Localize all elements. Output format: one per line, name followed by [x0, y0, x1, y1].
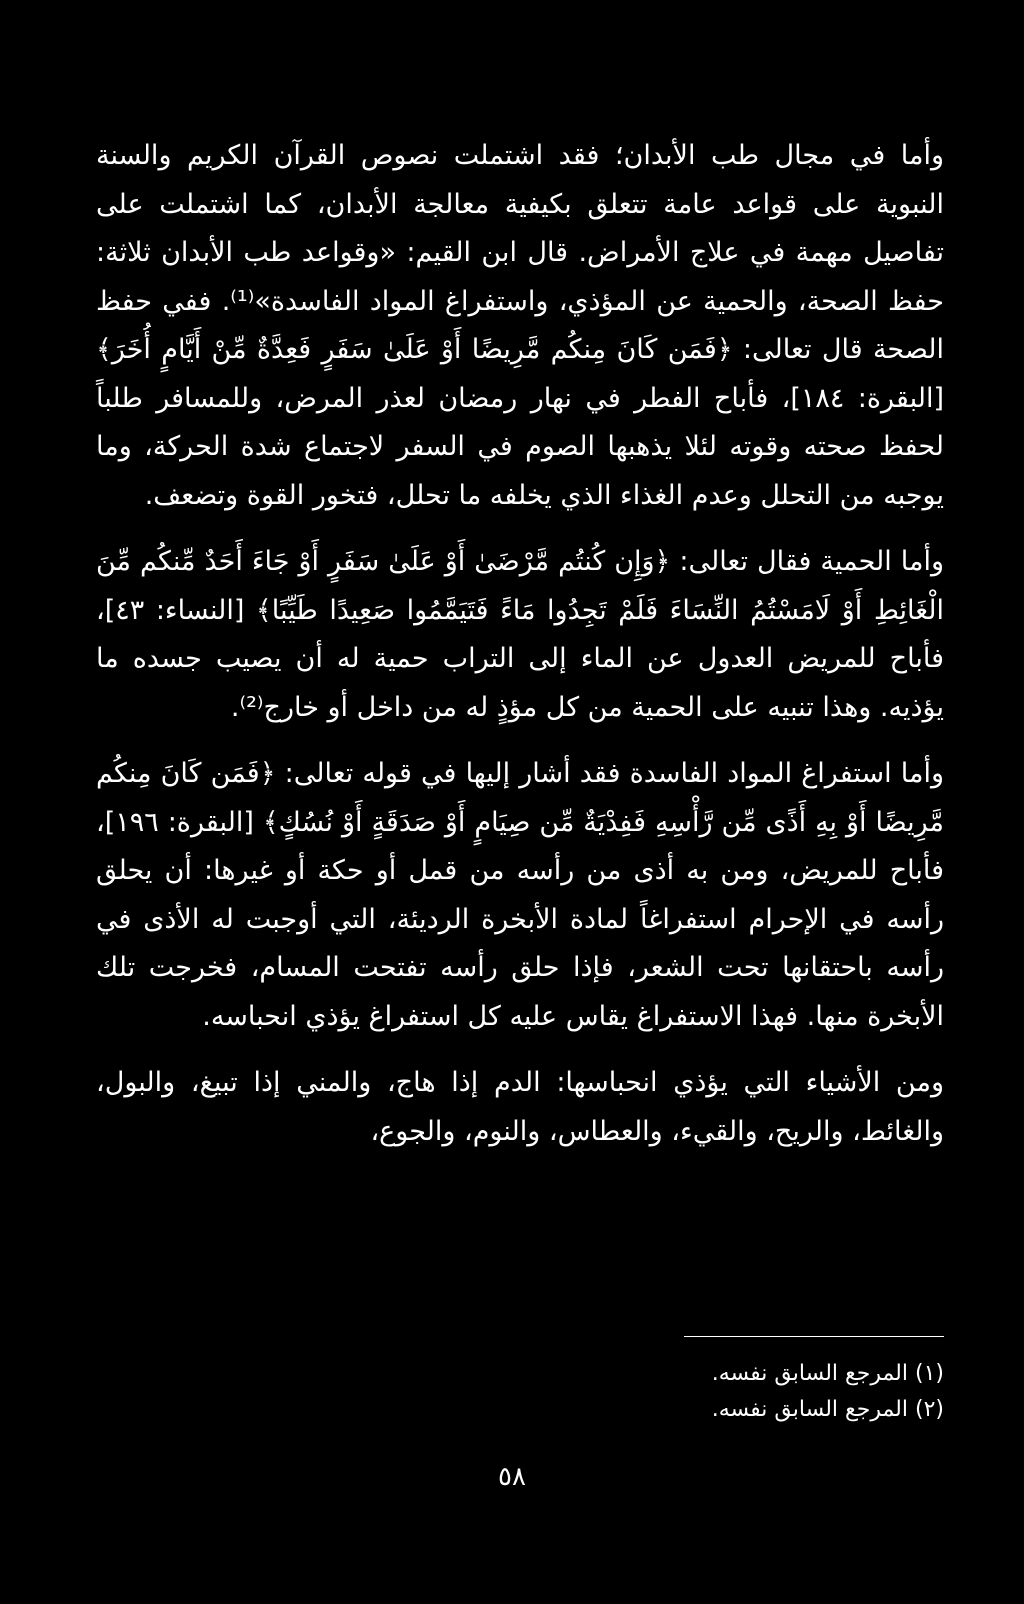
page-number: ٥٨: [498, 1462, 526, 1492]
paragraph-body-1: وأما في مجال طب الأبدان؛ فقد اشتملت نصوص القرآن الكريم والسنة النبوية على قواعد عامة تتعلق بكيفية معالجة الأبدان، كما اشتملت على تفاصيل مهمة في علاج الأمراض. قال ابن القيم: «وقواعد طب الأبدان ثلاثة: حفظ الصحة، والحمية عن المؤذي، واستفراغ المواد الفاسدة»⁽¹⁾. ففي حفظ الصحة قال تعالى: ﴿فَمَن كَانَ مِنكُم مَّرِيضًا أَوْ عَلَىٰ سَفَرٍ فَعِدَّةٌ مِّنْ أَيَّامٍ أُخَرَ﴾ [البقرة: ١٨٤]، فأباح الفطر في نهار رمضان لعذر المرض، وللمسافر طلباً لحفظ صحته وقوته لئلا يذهبها الصوم في السفر لاجتماع شدة الحركة، وما يوجبه من التحلل وعدم الغذاء الذي يخلفه ما تحلل، فتخور القوة وتضعف.: [96, 140, 944, 511]
paragraph-diet: وأما الحمية فقال تعالى: ﴿وَإِن كُنتُم مَّرْضَىٰ أَوْ عَلَىٰ سَفَرٍ أَوْ جَاءَ أَحَدٌ مِّنكُم مِّنَ الْغَائِطِ أَوْ لَامَسْتُمُ النِّسَاءَ فَلَمْ تَجِدُوا مَاءً فَتَيَمَّمُوا صَعِيدًا طَيِّبًا﴾ [النساء: ٤٣]، فأباح للمريض العدول عن الماء إلى التراب حمية له أن يصيب جسده ما يؤذيه. وهذا تنبيه على الحمية من كل مؤذٍ له من داخل أو خارج⁽²⁾.: [96, 546, 944, 723]
paragraph-evacuation: وأما استفراغ المواد الفاسدة فقد أشار إليها في قوله تعالى: ﴿فَمَن كَانَ مِنكُم مَّرِيضًا أَوْ بِهِ أَذًى مِّن رَّأْسِهِ فَفِدْيَةٌ مِّن صِيَامٍ أَوْ صَدَقَةٍ أَوْ نُسُكٍ﴾ [البقرة: ١٩٦]، فأباح للمريض، ومن به أذى من رأسه من قمل أو حكة أو غيرها: أن يحلق رأسه في الإحرام استفراغاً لمادة الأبخرة الرديئة، التي أوجبت له الأذى في رأسه باحتقانها تحت الشعر، فإذا حلق رأسه تفتحت المسام، فخرجت تلك الأبخرة منها. فهذا الاستفراغ يقاس عليه كل استفراغ يؤذي انحباسه.: [96, 758, 944, 1032]
footnote-divider: [684, 1336, 944, 1337]
footnote-2: (٢) المرجع السابق نفسه.: [711, 1397, 944, 1422]
page-body: [96, 132, 944, 1156]
footnotes: [544, 1356, 944, 1428]
footnote-1: (١) المرجع السابق نفسه.: [711, 1361, 944, 1386]
paragraph-retention: ومن الأشياء التي يؤذي انحباسها: الدم إذا هاج، والمني إذا تبيغ، والبول، والغائط، والريح، والقيء، والعطاس، والنوم، والجوع،: [96, 1067, 944, 1147]
